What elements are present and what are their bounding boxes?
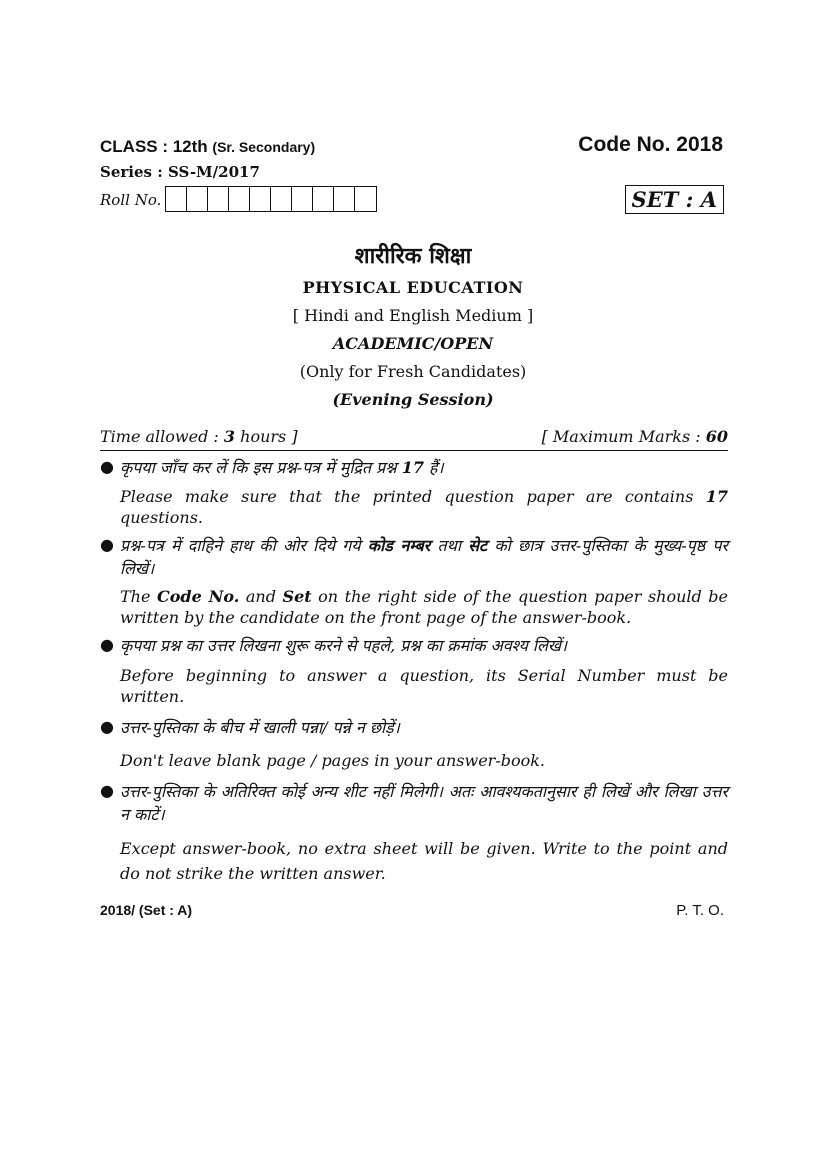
footer-pto: P. T. O.: [676, 902, 724, 919]
instruction-english: Please make sure that the printed question paper are contains 17 questions.: [120, 487, 728, 527]
class-label-sub: (Sr. Secondary): [212, 139, 316, 155]
code-number: Code No. 2018: [578, 133, 723, 156]
roll-number-box: [208, 187, 229, 211]
bullet-icon: ●: [100, 781, 114, 800]
instruction-hindi: कृपया प्रश्न का उत्तर लिखना शुरू करने से पहले, प्रश्न का क्रमांक अवश्य लिखें।: [120, 636, 568, 655]
class-label: [100, 137, 315, 157]
mode-label: ACADEMIC/OPEN: [332, 334, 494, 353]
instruction-english: Before beginning to answer a question, its Serial Number must be written.: [120, 666, 728, 706]
instruction-item: [100, 456, 728, 528]
instruction-item: [100, 716, 728, 771]
time-marks-row: [100, 427, 728, 446]
footer-code: 2018/ (Set : A): [100, 902, 193, 918]
roll-number-box: [229, 187, 250, 211]
instruction-item: [100, 780, 728, 886]
instructions-list: [100, 456, 728, 886]
medium-label: [ Hindi and English Medium ]: [292, 306, 534, 325]
roll-number-box: [334, 187, 355, 211]
instruction-english: The Code No. and Set on the right side of the question paper should be written by the candidate on the front page of the answer-book.: [120, 587, 728, 627]
time-allowed: Time allowed : 3 hours ]: [100, 427, 298, 446]
instruction-hindi: उत्तर-पुस्तिका के अतिरिक्त कोई अन्य शीट नहीं मिलेगी। अतः आवश्यकतानुसार ही लिखें और लिखा उत्तर न काटें।: [120, 782, 728, 824]
session-label: (Evening Session): [332, 390, 494, 409]
bullet-icon: ●: [100, 717, 114, 736]
marks-value: 60: [705, 427, 728, 446]
roll-number-box: [250, 187, 271, 211]
instruction-hindi: कृपया जाँच कर लें कि इस प्रश्न-पत्र में मुद्रित प्रश्न 17 हैं।: [120, 458, 444, 477]
divider: [100, 450, 728, 451]
instruction-english: Except answer-book, no extra sheet will be given. Write to the point and do not strike the written answer.: [120, 839, 728, 883]
instruction-hindi: प्रश्न-पत्र में दाहिने हाथ की ओर दिये गये कोड नम्बर तथा सेट को छात्र उत्तर-पुस्तिका के मुख्य-पृष्ठ पर लिखें।: [120, 536, 728, 578]
instruction-item: [100, 534, 728, 628]
set-badge: SET : A: [625, 185, 724, 214]
roll-number-box: [166, 187, 187, 211]
roll-number-boxes: [165, 186, 377, 212]
roll-number-box: [271, 187, 292, 211]
time-value: 3: [223, 427, 236, 446]
series-label: Series : SS-M/2017: [100, 163, 260, 181]
roll-number-box: [292, 187, 313, 211]
instruction-item: [100, 634, 728, 707]
roll-number-box: [355, 187, 376, 211]
roll-number-box: [313, 187, 334, 211]
instruction-english: Don't leave blank page / pages in your answer-book.: [120, 751, 546, 770]
bullet-icon: ●: [100, 457, 114, 476]
candidates-label: (Only for Fresh Candidates): [299, 362, 527, 381]
bullet-icon: ●: [100, 535, 114, 554]
maximum-marks: [ Maximum Marks : 60: [541, 427, 728, 446]
instruction-hindi: उत्तर-पुस्तिका के बीच में खाली पन्ना/ पन्ने न छोड़ें।: [120, 718, 400, 737]
bullet-icon: ●: [100, 635, 114, 654]
roll-number-box: [187, 187, 208, 211]
class-label-main: CLASS : 12th: [100, 137, 208, 156]
hindi-subject-title: शारीरिक शिक्षा: [354, 243, 472, 269]
roll-number-label: Roll No.: [100, 191, 162, 209]
subject-title: PHYSICAL EDUCATION: [302, 278, 524, 297]
